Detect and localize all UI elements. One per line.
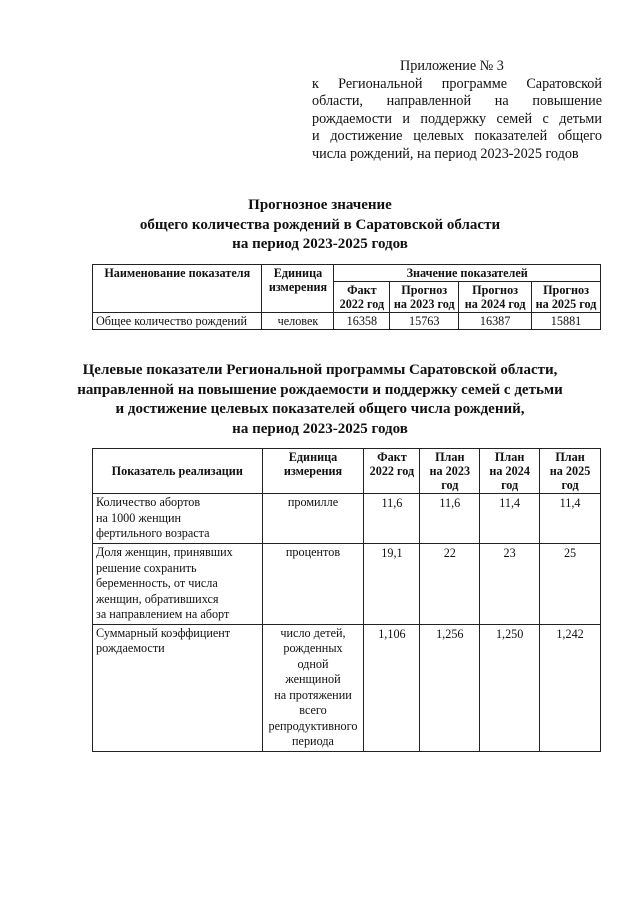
row-name: Количество абортов на 1000 женщин фертильного возраста <box>93 494 263 544</box>
row-unit: процентов <box>262 544 364 625</box>
header-unit: Единица измерения <box>262 265 334 313</box>
header-col: Прогноз на 2023 год <box>390 282 459 313</box>
title-line: на период 2023-2025 годов <box>232 236 408 252</box>
row-value: 19,1 <box>364 544 420 625</box>
header-col: Прогноз на 2025 год <box>532 282 601 313</box>
table-row <box>93 313 601 330</box>
row-unit: человек <box>262 313 334 330</box>
table-row <box>93 494 601 544</box>
row-value: 11,6 <box>420 494 480 544</box>
appendix-line: области, направленной на повышение <box>312 93 602 109</box>
row-value: 22 <box>420 544 480 625</box>
row-value: 1,250 <box>480 624 540 751</box>
appendix-header <box>312 58 602 163</box>
appendix-line: числа рождений, на период 2023-2025 годов <box>312 145 579 162</box>
header-name: Показатель реализации <box>93 449 263 494</box>
appendix-line: к Региональной программе Саратовской <box>312 75 602 92</box>
title-line: Прогнозное значение <box>248 197 392 213</box>
header-col: План на 2023 год <box>420 449 480 494</box>
forecast-table <box>92 264 601 330</box>
row-unit: число детей, рожденных одной женщиной на протяжении всего репродуктивного периода <box>262 624 364 751</box>
header-unit: Единица измерения <box>262 449 364 494</box>
row-value: 25 <box>540 544 601 625</box>
appendix-number: Приложение № 3 <box>400 58 504 74</box>
row-unit: промилле <box>262 494 364 544</box>
header-col: План на 2025 год <box>540 449 601 494</box>
row-value: 23 <box>480 544 540 625</box>
header-name: Наименование показателя <box>93 265 262 313</box>
header-col: Факт 2022 год <box>334 282 390 313</box>
target-table <box>92 448 601 752</box>
table-row <box>93 624 601 751</box>
title-line: направленной на повышение рождаемости и поддержку семей с детьми <box>77 381 563 398</box>
row-value: 1,242 <box>540 624 601 751</box>
row-value: 1,106 <box>364 624 420 751</box>
title-line: и достижение целевых показателей общего числа рождений, <box>115 401 525 417</box>
header-col: Прогноз на 2024 год <box>459 282 532 313</box>
row-value: 11,4 <box>540 494 601 544</box>
title-line: на период 2023-2025 годов <box>232 420 408 437</box>
appendix-line: рождаемости и поддержку семей с детьми <box>312 110 602 127</box>
header-col: План на 2024 год <box>480 449 540 494</box>
row-value: 11,4 <box>480 494 540 544</box>
row-name: Общее количество рождений <box>93 313 262 330</box>
forecast-title <box>80 196 560 255</box>
row-name: Суммарный коэффициент рождаемости <box>93 624 263 751</box>
row-value: 15881 <box>532 313 601 330</box>
title-line: Целевые показатели Региональной программы Саратовской области, <box>82 362 558 378</box>
row-value: 16358 <box>334 313 390 330</box>
row-value: 1,256 <box>420 624 480 751</box>
row-value: 16387 <box>459 313 532 330</box>
table-row <box>93 544 601 625</box>
header-col: Факт 2022 год <box>364 449 420 494</box>
title-line: общего количества рождений в Саратовской области <box>139 216 501 233</box>
row-name: Доля женщин, принявших решение сохранить беременность, от числа женщин, обратившихся за направлением на аборт <box>93 544 263 625</box>
header-values: Значение показателей <box>334 265 601 282</box>
row-value: 11,6 <box>364 494 420 544</box>
row-value: 15763 <box>390 313 459 330</box>
appendix-line: и достижение целевых показателей общего <box>312 128 602 144</box>
target-title <box>60 361 580 439</box>
